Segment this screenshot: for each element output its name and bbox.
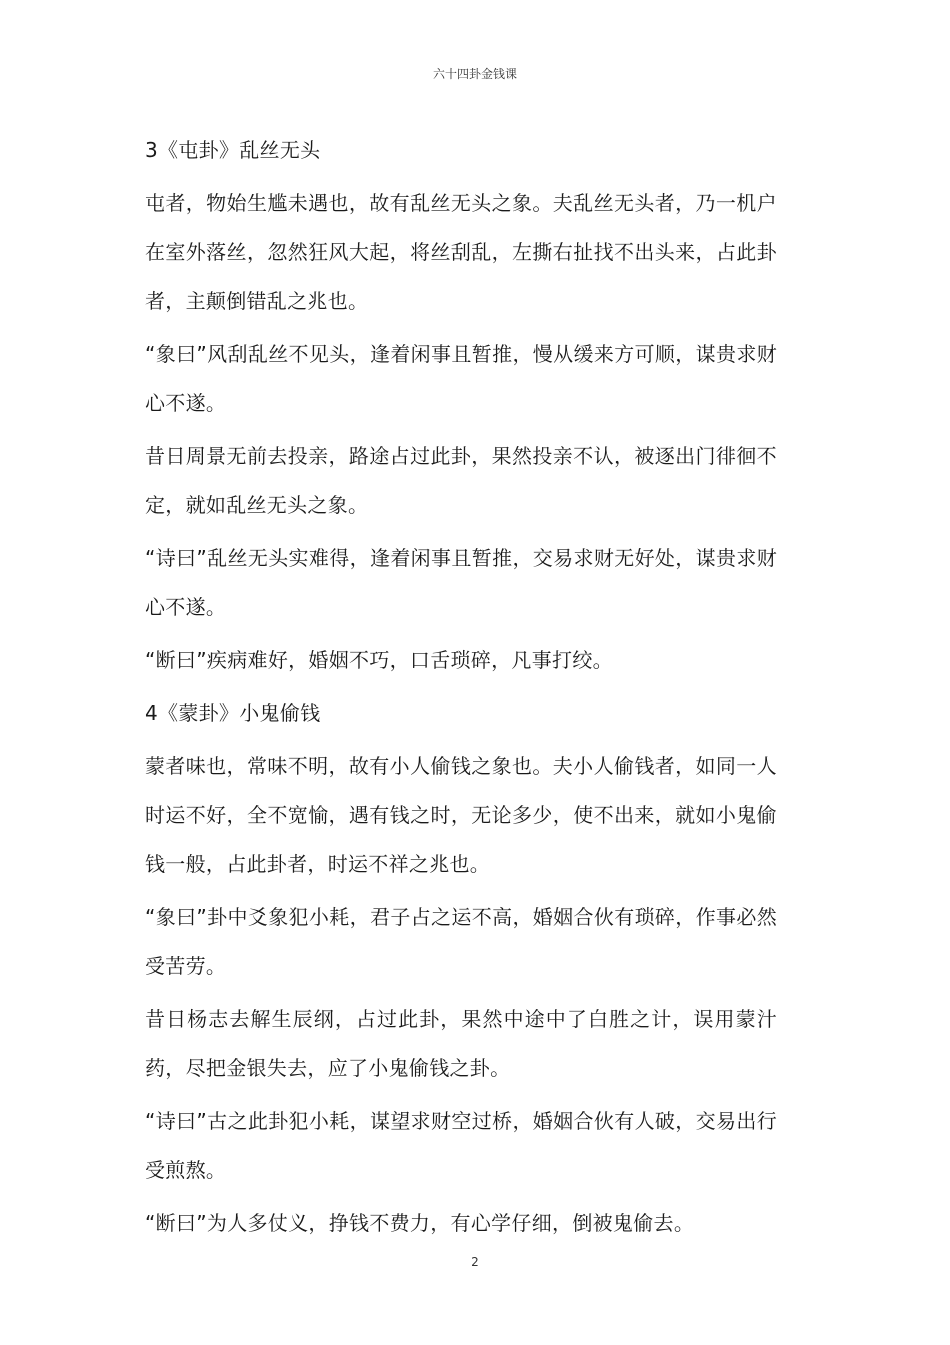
paragraph: “断曰”疾病难好，婚姻不巧，口舌琐碎，凡事打绞。 bbox=[145, 648, 613, 672]
paragraph: 昔日周景无前去投亲，路途占过此卦，果然投亲不认，被逐出门徘徊不定，就如乱丝无头之象。 bbox=[145, 444, 777, 517]
document-body bbox=[145, 126, 777, 1252]
page-number: 2 bbox=[471, 1255, 479, 1269]
section-heading: 4《蒙卦》小鬼偷钱 bbox=[145, 701, 321, 725]
paragraph: “象曰”风刮乱丝不见头，逢着闲事且暂推，慢从缓来方可顺，谋贵求财心不遂。 bbox=[145, 342, 777, 415]
paragraph: 昔日杨志去解生辰纲，占过此卦，果然中途中了白胜之计，误用蒙汁药，尽把金银失去，应了小鬼偷钱之卦。 bbox=[145, 1007, 777, 1080]
paragraph: “诗曰”古之此卦犯小耗，谋望求财空过桥，婚姻合伙有人破，交易出行受煎熬。 bbox=[145, 1109, 777, 1182]
paragraph: “诗曰”乱丝无头实难得，逢着闲事且暂推，交易求财无好处，谋贵求财心不遂。 bbox=[145, 546, 777, 619]
section-meng-gua bbox=[145, 689, 777, 1248]
section-tun-gua bbox=[145, 126, 777, 685]
running-header: 六十四卦金钱课 bbox=[432, 67, 517, 81]
paragraph: 屯者，物始生尴未遇也，故有乱丝无头之象。夫乱丝无头者，乃一机户在室外落丝，忽然狂风大起，将丝刮乱，左撕右扯找不出头来，占此卦者，主颠倒错乱之兆也。 bbox=[145, 191, 777, 313]
paragraph: 蒙者味也，常味不明，故有小人偷钱之象也。夫小人偷钱者，如同一人时运不好，全不宽愉，遇有钱之时，无论多少，使不出来，就如小鬼偷钱一般，占此卦者，时运不祥之兆也。 bbox=[145, 754, 777, 876]
section-heading: 3《屯卦》乱丝无头 bbox=[145, 138, 321, 162]
paragraph: “象曰”卦中爻象犯小耗，君子占之运不高，婚姻合伙有琐碎，作事必然受苦劳。 bbox=[145, 905, 777, 978]
paragraph: “断曰”为人多仗义，挣钱不费力，有心学仔细，倒被鬼偷去。 bbox=[145, 1211, 695, 1235]
